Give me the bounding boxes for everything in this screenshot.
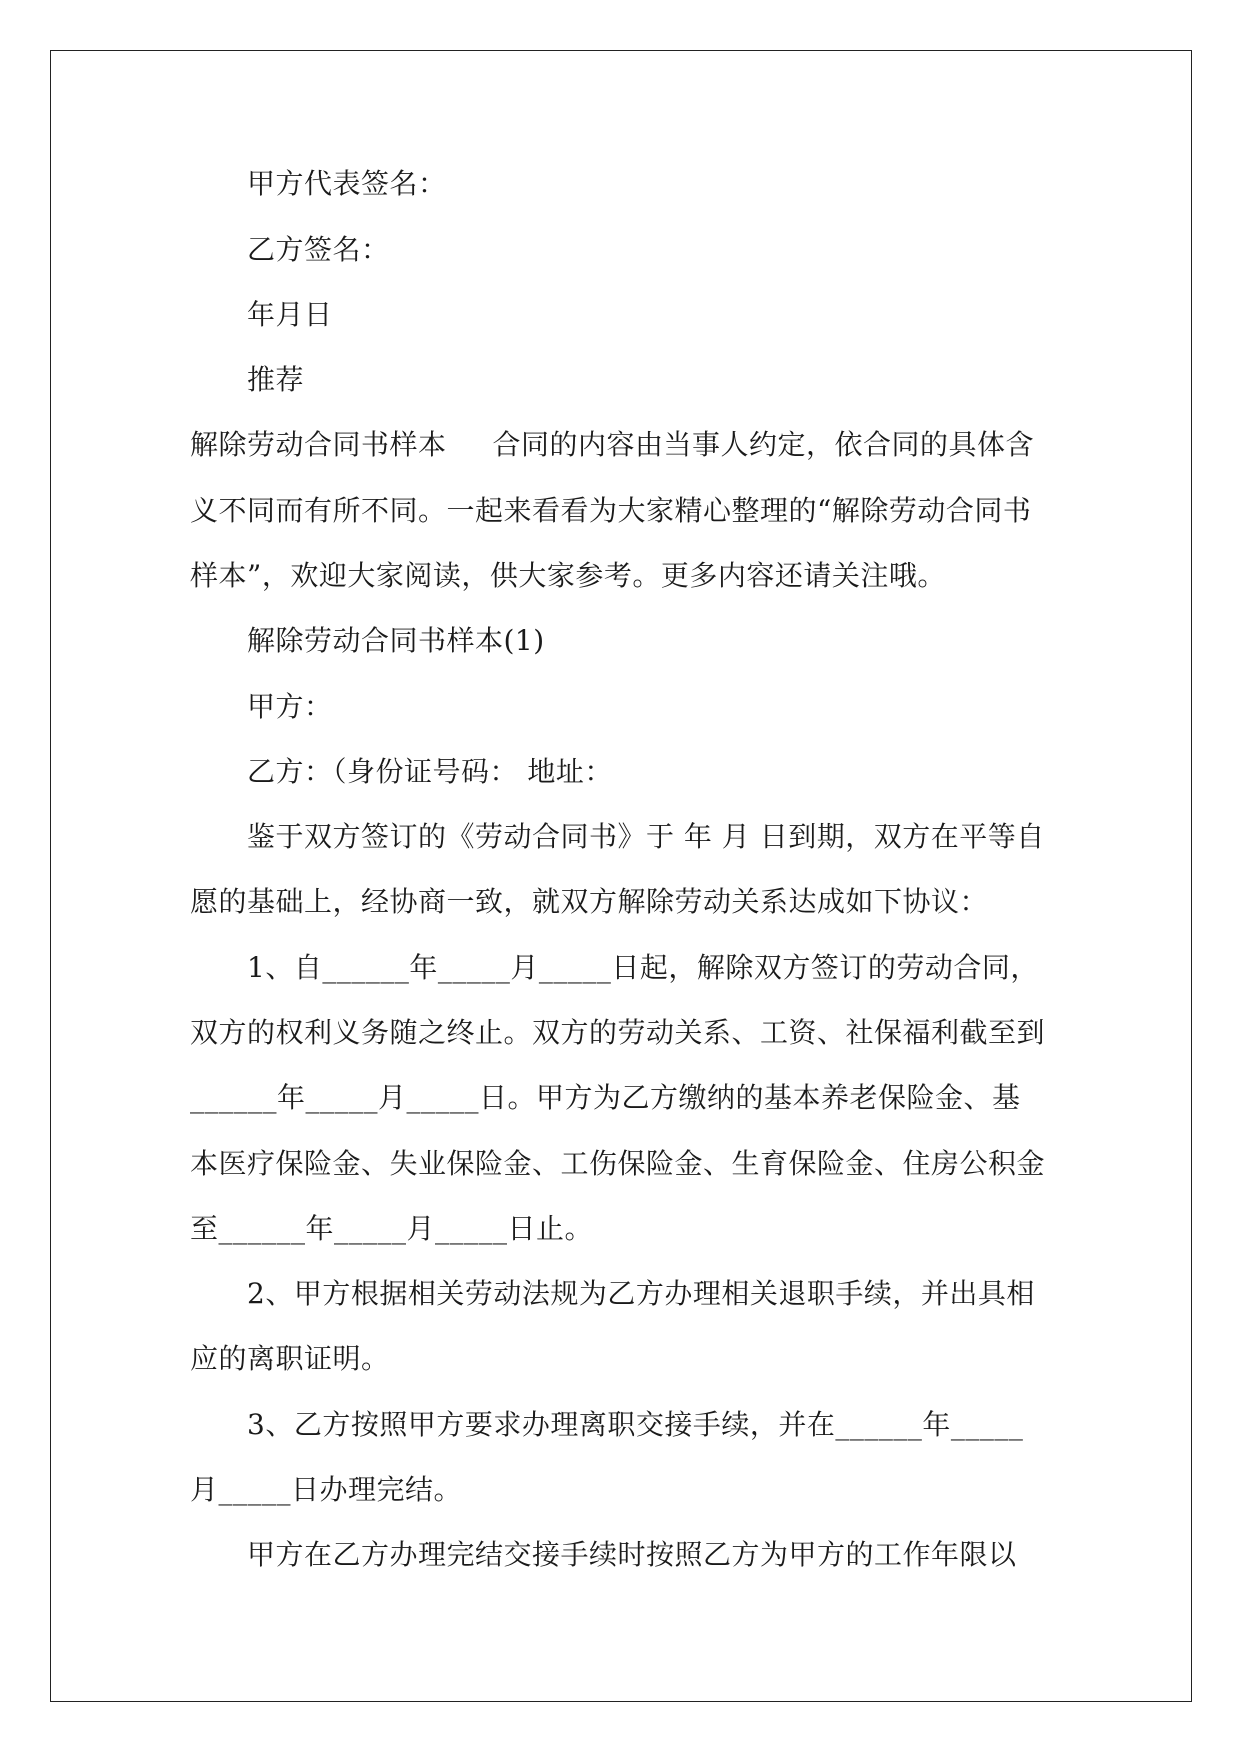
recommend-heading: 推荐 (247, 363, 305, 396)
party-a-line: 甲方： (247, 690, 333, 723)
clause-1-line-1: 1、自______年_____月_____日起，解除双方签订的劳动合同， (247, 951, 1039, 984)
contract-title: 解除劳动合同书样本(1) (247, 624, 545, 657)
signature-line-party-b: 乙方签名： (247, 233, 390, 266)
recommend-title: 解除劳动合同书样本 (190, 428, 447, 461)
clause-1-line-3: ______年_____月_____日。甲方为乙方缴纳的基本养老保险金、基 (190, 1081, 1021, 1114)
intro-paragraph-line-2: 义不同而有所不同。一起来看看为大家精心整理的“解除劳动合同书 (190, 494, 1032, 527)
clause-3-line-1: 3、乙方按照甲方要求办理离职交接手续，并在______年_____ (247, 1408, 1024, 1441)
party-b-line: 乙方：（身份证号码： 地址： (247, 755, 613, 788)
clause-3-line-2: 月_____日办理完结。 (190, 1473, 463, 1506)
intro-paragraph-line-3: 样本”，欢迎大家阅读，供大家参考。更多内容还请关注哦。 (190, 559, 946, 592)
signature-line-party-a-rep: 甲方代表签名： (247, 167, 447, 200)
clause-2-line-1: 2、甲方根据相关劳动法规为乙方办理相关退职手续，并出具相 (247, 1277, 1035, 1310)
preamble-line-2: 愿的基础上，经协商一致，就双方解除劳动关系达成如下协议： (190, 885, 989, 918)
date-line: 年月日 (247, 298, 333, 331)
intro-paragraph-line-1 (190, 427, 1034, 463)
page-border (50, 50, 1192, 1702)
compensation-line-1: 甲方在乙方办理完结交接手续时按照乙方为甲方的工作年限以 (247, 1538, 1017, 1571)
clause-1-line-5: 至______年_____月_____日止。 (190, 1212, 594, 1245)
clause-2-line-2: 应的离职证明。 (190, 1342, 390, 1375)
clause-1-line-2: 双方的权利义务随之终止。双方的劳动关系、工资、社保福利截至到 (190, 1016, 1046, 1049)
preamble-line-1: 鉴于双方签订的《劳动合同书》于 年 月 日到期，双方在平等自 (247, 820, 1045, 853)
intro-text: 合同的内容由当事人约定，依合同的具体含 (492, 428, 1035, 461)
clause-1-line-4: 本医疗保险金、失业保险金、工伤保险金、生育保险金、住房公积金 (190, 1147, 1046, 1180)
